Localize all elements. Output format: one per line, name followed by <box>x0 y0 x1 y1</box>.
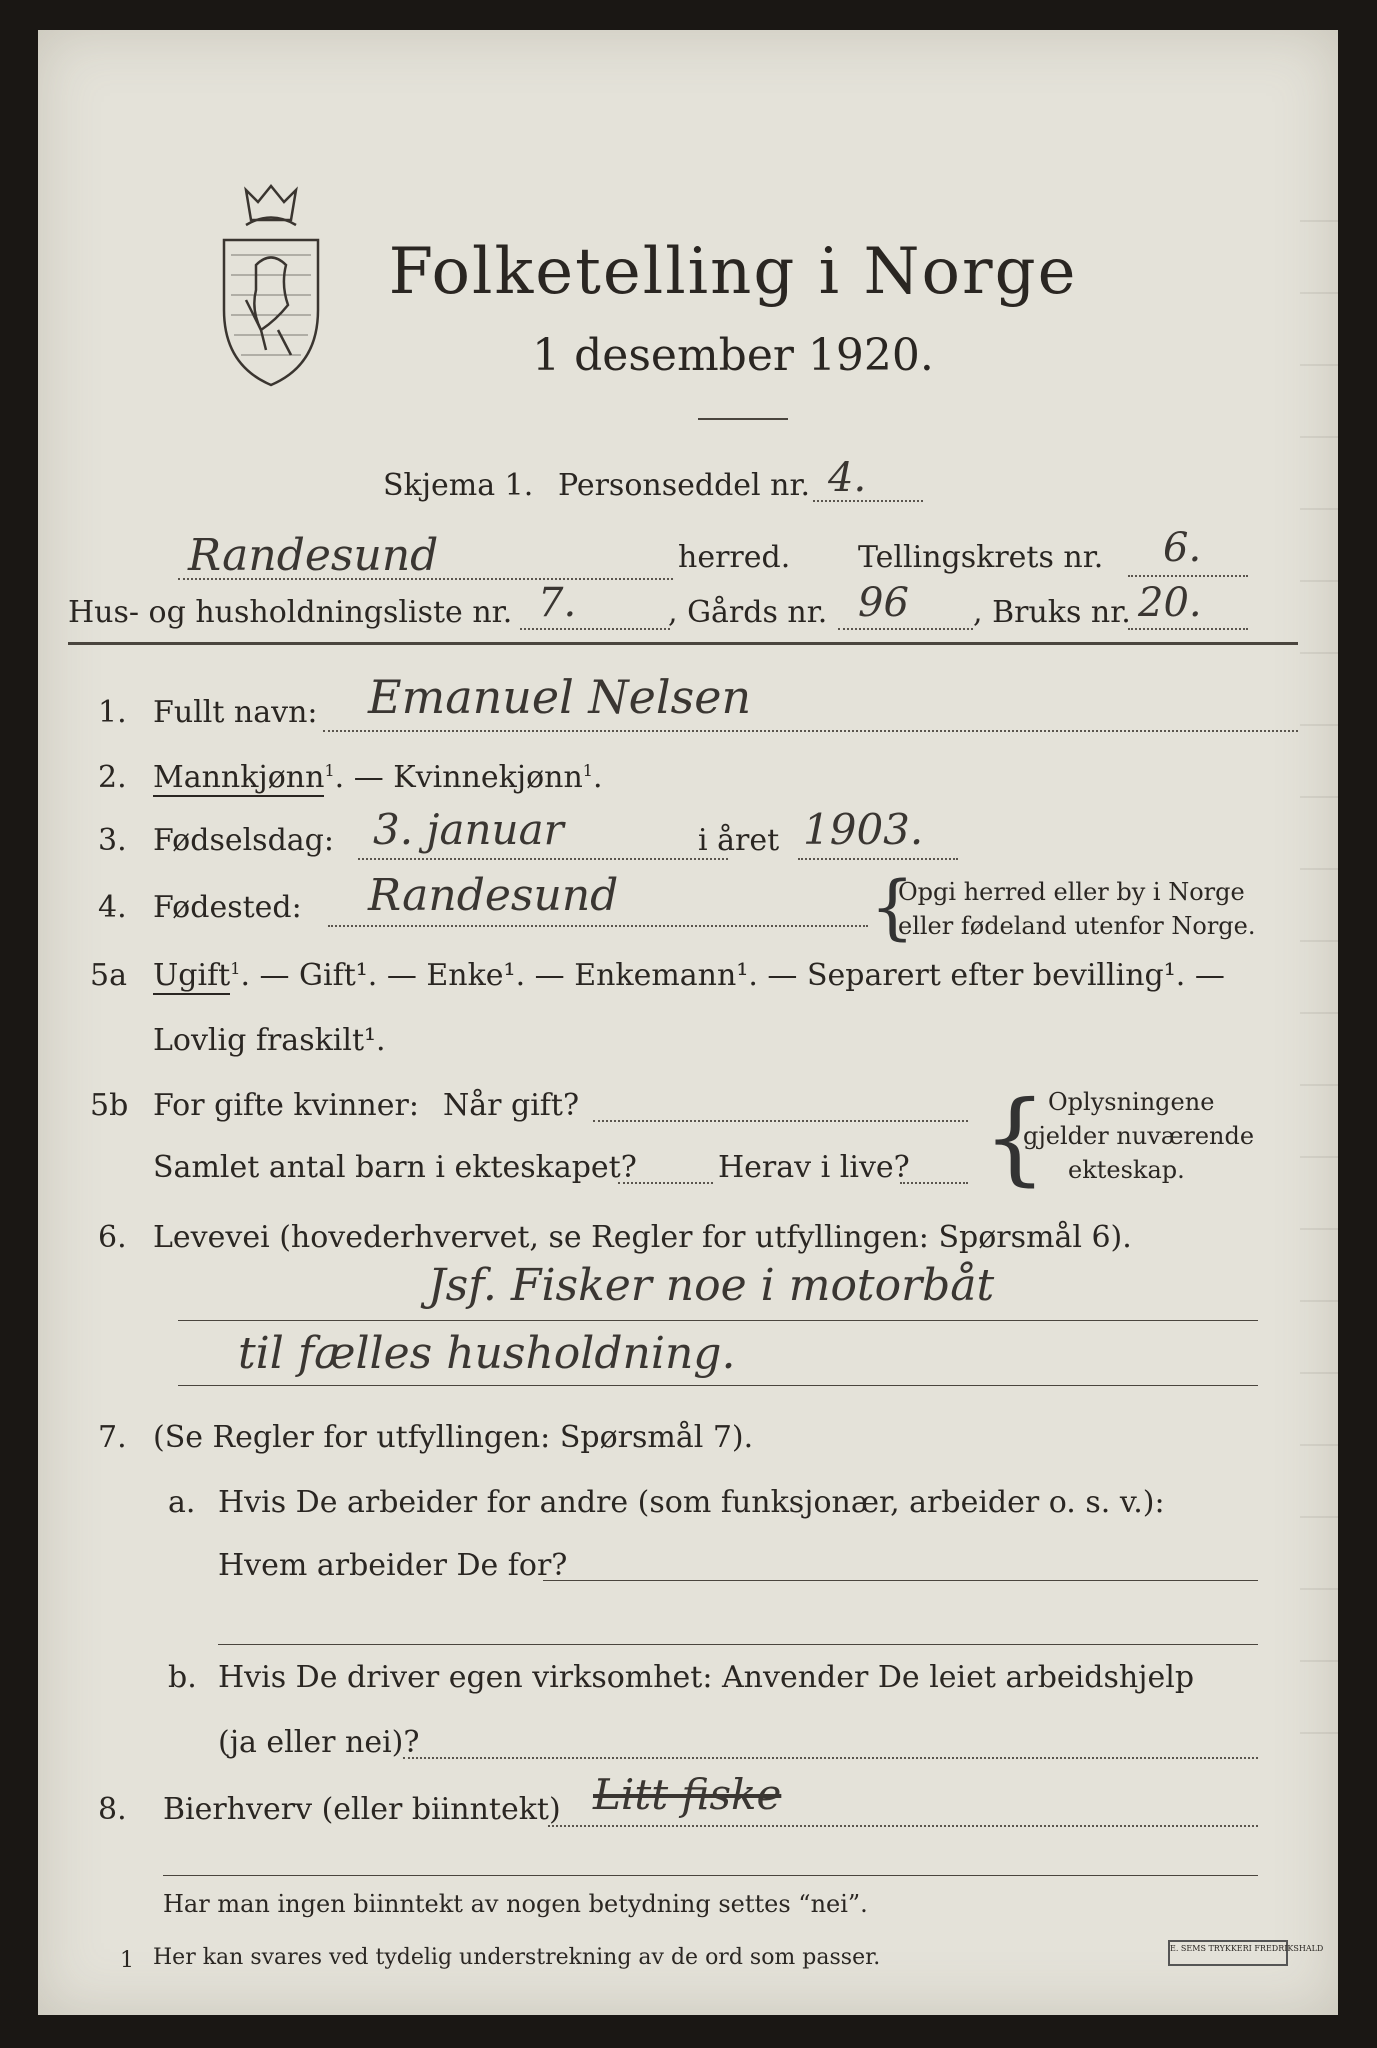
q3-number: 3. <box>98 823 127 858</box>
personseddel-value: 4. <box>828 455 867 501</box>
birthplace-brace: { <box>870 866 915 948</box>
marriage-note-3: ekteskap. <box>1068 1156 1185 1184</box>
header-divider <box>68 642 1298 645</box>
bruks-field[interactable] <box>1128 628 1248 630</box>
q7b-letter: b. <box>168 1660 197 1695</box>
personseddel-label: Personseddel nr. <box>558 468 811 503</box>
birthplace-value: Randesund <box>368 870 619 921</box>
marital-other-options[interactable]: . — Gift¹. — Enke¹. — Enkemann¹. — Separert efter bevilling¹. — <box>240 958 1225 993</box>
birthday-field[interactable] <box>358 858 728 860</box>
birth-year-field[interactable] <box>798 858 958 860</box>
occupation-line-2[interactable] <box>178 1385 1258 1386</box>
birthplace-note-1: Opgi herred eller by i Norge <box>898 878 1245 906</box>
q4-label: Fødested: <box>153 890 302 925</box>
no-income-note: Har man ingen biinntekt av nogen betydning settes “nei”. <box>163 1890 868 1918</box>
hus-field[interactable] <box>520 628 670 630</box>
gards-value: 96 <box>858 580 909 626</box>
footnote-text: Her kan svares ved tydelig understrekning av de ord som passer. <box>153 1945 881 1970</box>
q7a-letter: a. <box>168 1485 196 1520</box>
birthplace-note-2: eller fødeland utenfor Norge. <box>898 912 1256 940</box>
marriage-brace: { <box>983 1079 1047 1196</box>
full-name-value: Emanuel Nelsen <box>368 670 752 724</box>
occupation-line-1[interactable] <box>178 1320 1258 1321</box>
gender-male-option[interactable]: Mannkjønn <box>153 760 325 795</box>
q5b-label: For gifte kvinner: <box>153 1088 419 1123</box>
bleed-through-marks <box>1300 150 1338 1750</box>
gender-options: Mannkjønn$^1$. — Kvinnekjønn$^1$. <box>153 760 603 795</box>
birthday-value: 3. januar <box>373 805 564 854</box>
employer-field[interactable] <box>543 1580 1258 1581</box>
children-alive-field[interactable] <box>900 1182 968 1184</box>
children-total-field[interactable] <box>618 1182 713 1184</box>
q5a-number: 5a <box>90 958 127 993</box>
census-form-page <box>38 30 1338 2015</box>
q1-number: 1. <box>98 695 127 730</box>
marriage-note-2: gjelder nuværende <box>1023 1122 1255 1150</box>
q1-label: Fullt navn: <box>153 695 318 730</box>
tellingskrets-value: 6. <box>1163 525 1202 571</box>
schema-label: Skjema 1. <box>383 468 534 503</box>
title-divider <box>698 418 788 420</box>
form-date: 1 desember 1920. <box>532 330 934 381</box>
footer-divider <box>163 1875 1258 1876</box>
full-name-field[interactable] <box>323 730 1298 732</box>
tellingskrets-label: Tellingskrets nr. <box>858 540 1104 575</box>
birth-year-value: 1903. <box>803 805 924 854</box>
printer-stamp: E. SEMS TRYKKERI FREDRIKSHALD <box>1168 1940 1288 1966</box>
bruks-label: , Bruks nr. <box>973 595 1131 630</box>
q4-number: 4. <box>98 890 127 925</box>
q6-label: Levevei (hovederhvervet, se Regler for utfyllingen: Spørsmål 6). <box>153 1220 1132 1255</box>
employer-field-line-2[interactable] <box>218 1644 1258 1645</box>
q8-label: Bierhverv (eller biinntekt) <box>163 1792 561 1827</box>
q7b-sub: (ja eller nei)? <box>218 1725 420 1760</box>
gards-label: , Gårds nr. <box>668 595 828 630</box>
q5b-number: 5b <box>90 1088 129 1123</box>
q8-number: 8. <box>98 1792 127 1827</box>
married-when-label: Når gift? <box>443 1088 580 1123</box>
marital-fraskilt-option[interactable]: Lovlig fraskilt¹. <box>153 1023 386 1058</box>
q7-label: (Se Regler for utfyllingen: Spørsmål 7). <box>153 1420 754 1455</box>
children-alive-label: Herav i live? <box>718 1150 910 1185</box>
gender-female-option[interactable]: Kvinnekjønn <box>393 760 583 795</box>
occupation-answer-2: til fælles husholdning. <box>238 1328 736 1379</box>
q3-label: Fødselsdag: <box>153 823 334 858</box>
bruks-value: 20. <box>1138 580 1202 626</box>
marital-ugift-option[interactable]: Ugift <box>153 958 231 993</box>
q7a-sub: Hvem arbeider De for? <box>218 1548 568 1583</box>
children-total-label: Samlet antal barn i ekteskapet? <box>153 1150 637 1185</box>
herred-label: herred. <box>678 540 791 575</box>
hus-value: 7. <box>538 580 577 626</box>
occupation-answer-1: Jsf. Fisker noe i motorbåt <box>428 1260 995 1311</box>
q7-number: 7. <box>98 1420 127 1455</box>
q6-number: 6. <box>98 1220 127 1255</box>
q2-number: 2. <box>98 760 127 795</box>
footnote-marker: 1 <box>120 1948 134 1973</box>
q7b-text: Hvis De driver egen virksomhet: Anvender De leiet arbeidshjelp <box>218 1660 1195 1695</box>
form-title: Folketelling i Norge <box>388 235 1078 309</box>
q7a-text: Hvis De arbeider for andre (som funksjonær, arbeider o. s. v.): <box>218 1485 1165 1520</box>
birthplace-field[interactable] <box>328 925 868 927</box>
marital-status-options: Ugift$^1$. — Gift¹. — Enke¹. — Enkemann¹. — Separert efter bevilling¹. — <box>153 958 1225 993</box>
side-income-field[interactable] <box>548 1825 1258 1827</box>
married-when-field[interactable] <box>593 1120 968 1122</box>
gards-field[interactable] <box>838 628 973 630</box>
side-income-value: Litt fiske <box>593 1770 782 1819</box>
tellingskrets-field[interactable] <box>1128 575 1248 577</box>
birth-year-label: i året <box>698 823 780 858</box>
hus-label: Hus- og husholdningsliste nr. <box>68 595 513 630</box>
marriage-note-1: Oplysningene <box>1048 1088 1215 1116</box>
hired-help-field[interactable] <box>403 1757 1258 1759</box>
herred-value: Randesund <box>188 530 439 581</box>
